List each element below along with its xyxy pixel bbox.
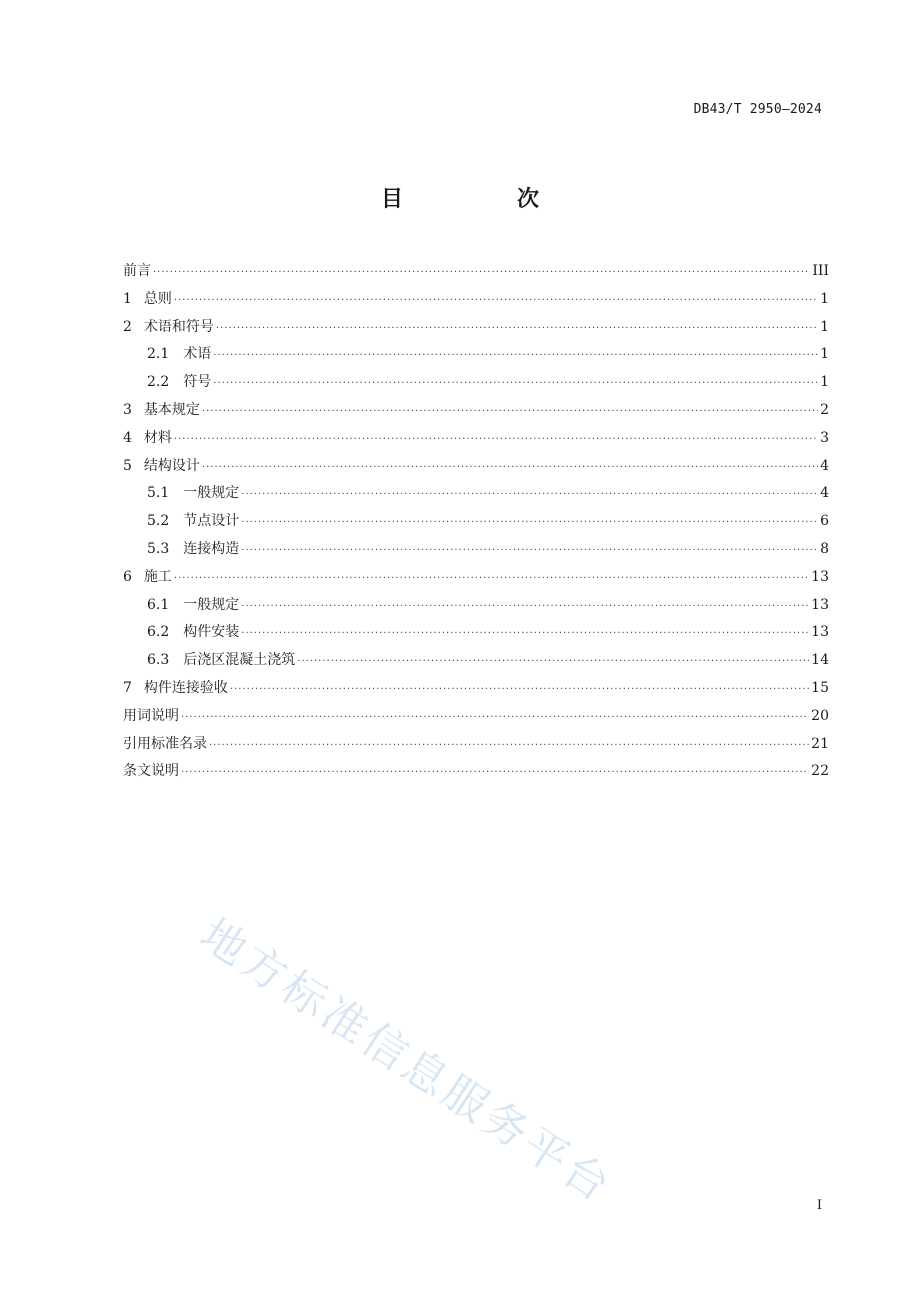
toc-entry[interactable] (123, 647, 829, 675)
toc-entry[interactable] (123, 258, 829, 286)
toc-entry-number: 6 (123, 568, 132, 585)
toc-entry-label: 用词说明 (123, 707, 179, 724)
toc-entry-page: 3 (820, 429, 829, 446)
toc-entry-number: 3 (123, 401, 132, 418)
toc-entry-label: 前言 (123, 263, 151, 279)
toc-entry-label: 材料 (143, 429, 172, 446)
toc-entry[interactable] (123, 536, 829, 564)
toc-entry-number: 2.2 (147, 374, 170, 391)
toc-entry[interactable] (123, 425, 829, 453)
toc-entry[interactable] (123, 731, 829, 759)
toc-entry-label: 一般规定 (183, 485, 240, 502)
toc-entry-page: 15 (811, 679, 829, 696)
toc-entry-label: 基本规定 (143, 401, 200, 418)
toc-entry-page: 1 (820, 318, 829, 335)
toc-entry-number: 6.1 (147, 596, 170, 613)
toc-leader-dots (241, 537, 818, 565)
toc-leader-dots (153, 259, 810, 287)
toc-entry-page: 1 (820, 346, 829, 363)
toc-entry-page: 20 (811, 707, 829, 724)
watermark: 地方标准信息服务平台 (191, 909, 622, 1214)
toc-entry-page: 4 (820, 485, 829, 502)
toc-entry-page: 8 (820, 540, 829, 557)
toc-entry-page: 13 (811, 624, 829, 641)
toc-leader-dots (213, 370, 818, 398)
toc-entry-label: 符号 (183, 374, 212, 391)
toc-entry[interactable] (123, 675, 829, 703)
toc-entry[interactable] (123, 592, 829, 620)
toc-leader-dots (241, 481, 818, 509)
toc-entry-label: 构件安装 (183, 624, 240, 641)
page-title: 目 次 (380, 187, 585, 212)
toc-entry-label: 一般规定 (183, 596, 240, 613)
document-code: DB43/T 2950—2024 (693, 102, 822, 117)
toc-entry-page: 4 (820, 457, 829, 474)
toc-entry[interactable] (123, 369, 829, 397)
toc-entry[interactable] (123, 619, 829, 647)
toc-leader-dots (209, 732, 809, 760)
toc-entry-label: 构件连接验收 (143, 679, 228, 696)
toc-leader-dots (213, 342, 818, 370)
toc-entry-page: 2 (820, 401, 829, 418)
toc-entry-page: 21 (811, 735, 829, 752)
page-number: I (816, 1198, 822, 1213)
toc-entry[interactable] (123, 564, 829, 592)
toc-leader-dots (216, 315, 818, 343)
toc-entry-page: 13 (811, 596, 829, 613)
toc-leader-dots (297, 648, 809, 676)
toc-entry[interactable] (123, 453, 829, 481)
toc-entry-page: 1 (820, 374, 829, 391)
toc-entry-number: 5.3 (147, 540, 170, 557)
toc-leader-dots (174, 426, 818, 454)
toc-leader-dots (230, 676, 809, 704)
toc-entry-number: 5 (123, 457, 132, 474)
toc-entry-label: 后浇区混凝土浇筑 (183, 652, 296, 669)
toc-leader-dots (174, 565, 809, 593)
toc-leader-dots (241, 593, 809, 621)
toc-entry[interactable] (123, 480, 829, 508)
toc-entry[interactable] (123, 397, 829, 425)
toc-entry-label: 术语和符号 (143, 318, 214, 335)
toc-leader-dots (202, 454, 818, 482)
toc-leader-dots (241, 620, 809, 648)
toc-entry[interactable] (123, 703, 829, 731)
toc-entry-number: 1 (123, 290, 132, 307)
toc-entry-label: 结构设计 (143, 457, 200, 474)
toc-entry-number: 2.1 (147, 346, 170, 363)
toc-entry-label: 引用标准名录 (123, 735, 207, 752)
toc-entry-label: 条文说明 (123, 763, 179, 780)
toc-entry[interactable] (123, 508, 829, 536)
toc-entry-label: 施工 (143, 568, 172, 585)
toc-entry-number: 5.2 (147, 513, 170, 530)
toc-entry-page: 1 (820, 290, 829, 307)
toc-entry-number: 6.3 (147, 652, 170, 669)
toc-entry-label: 节点设计 (183, 513, 240, 530)
toc-entry-number: 5.1 (147, 485, 170, 502)
toc-entry-label: 连接构造 (183, 540, 240, 557)
toc-entry[interactable] (123, 341, 829, 369)
toc-entry-label: 术语 (183, 346, 212, 363)
toc-leader-dots (241, 509, 818, 537)
toc-entry[interactable] (123, 758, 829, 786)
toc-entry-page: 13 (811, 568, 829, 585)
toc-entry-number: 4 (123, 429, 132, 446)
table-of-contents (123, 258, 829, 786)
toc-leader-dots (174, 287, 818, 315)
toc-entry-page: III (812, 263, 829, 279)
toc-entry-label: 总则 (143, 290, 172, 307)
toc-entry-number: 2 (123, 318, 132, 335)
toc-entry-page: 14 (811, 652, 829, 669)
toc-leader-dots (202, 398, 818, 426)
toc-entry-page: 22 (811, 763, 829, 780)
toc-entry-page: 6 (820, 513, 829, 530)
toc-entry[interactable] (123, 314, 829, 342)
toc-leader-dots (181, 759, 809, 787)
toc-leader-dots (181, 704, 809, 732)
toc-entry-number: 6.2 (147, 624, 170, 641)
toc-entry[interactable] (123, 286, 829, 314)
toc-entry-number: 7 (123, 679, 132, 696)
